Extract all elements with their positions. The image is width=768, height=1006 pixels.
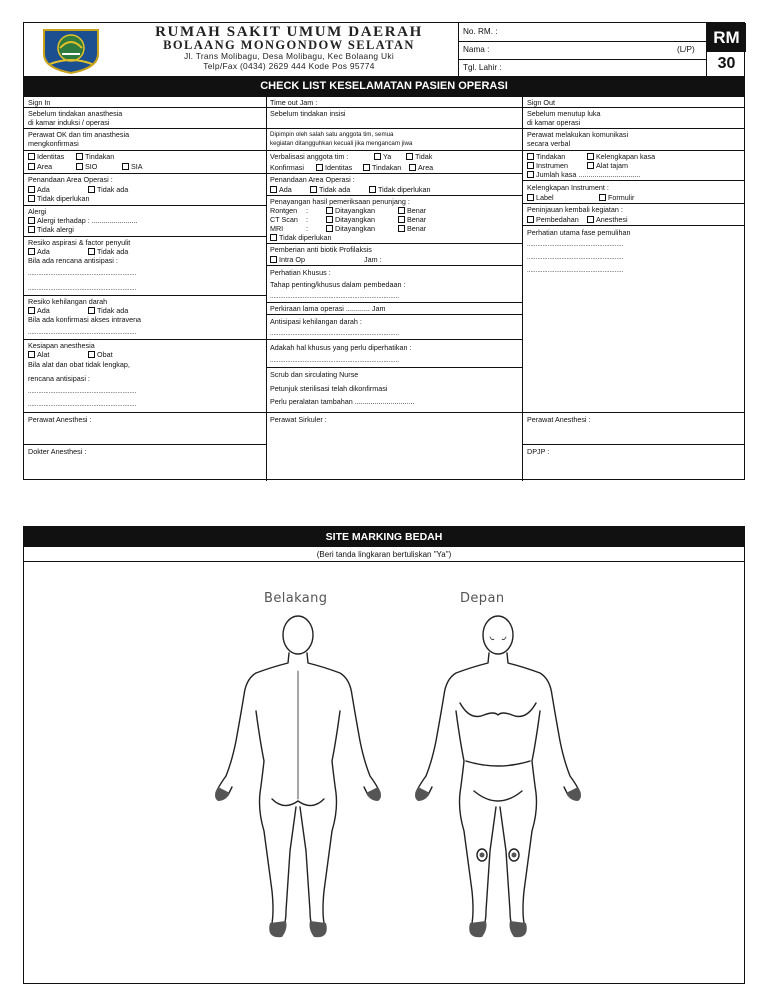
- no-rm-label: No. RM. :: [463, 27, 498, 36]
- checkbox-tindakan-2[interactable]: Tindakan: [363, 163, 401, 172]
- tahap-penting-label: Tahap penting/khusus dalam pembedaan :: [270, 280, 406, 289]
- fill-line[interactable]: ........................................................: [527, 267, 624, 274]
- fill-line[interactable]: ...............................................................: [28, 329, 137, 336]
- checkbox-intra-op[interactable]: Intra Op: [270, 255, 305, 264]
- checkbox-alat-tajam[interactable]: Alat tajam: [587, 161, 628, 170]
- checkbox-alat[interactable]: Alat: [28, 350, 49, 359]
- perawat-sirkuler-signature[interactable]: Perawat Sirkuler :: [270, 415, 327, 424]
- checkbox-identitas-2[interactable]: Identitas: [316, 163, 352, 172]
- checkbox-tidak-ada-4[interactable]: Tidak ada: [310, 185, 350, 194]
- adakah-hal-khusus-label: Adakah hal khusus yang perlu diperhatikan :: [270, 343, 412, 352]
- nama-label: Nama :: [463, 45, 490, 54]
- alergi-label: Alergi: [28, 207, 47, 216]
- checkbox-anesthesi[interactable]: Anesthesi: [587, 215, 628, 224]
- rm-code-box: [706, 23, 745, 76]
- separator: :: [306, 206, 308, 215]
- checkbox-tidak-ada-2[interactable]: Tidak ada: [88, 247, 128, 256]
- resiko-darah-label: Resiko kehilangan darah: [28, 297, 108, 306]
- checkbox-tidak-ada-3[interactable]: Tidak ada: [88, 306, 128, 315]
- checkbox-rontgen-benar[interactable]: Benar: [398, 206, 426, 215]
- checkbox-area[interactable]: Area: [28, 162, 52, 171]
- checkbox-ada[interactable]: Ada: [28, 185, 50, 194]
- checkbox-mri-ditayangkan[interactable]: Ditayangkan: [326, 224, 375, 233]
- fill-line[interactable]: ...........................................................................: [270, 357, 399, 364]
- fill-line[interactable]: ...............................................................: [28, 285, 137, 292]
- checkbox-tidak-ada[interactable]: Tidak ada: [88, 185, 128, 194]
- sign-in-step-2: Perawat OK dan tim anasthesia: [28, 130, 130, 139]
- time-out-header: Time out Jam :: [270, 98, 318, 107]
- perawat-anesthesi-signature[interactable]: Perawat Anesthesi :: [28, 415, 92, 424]
- hospital-address: Jl. Trans Molibagu, Desa Molibagu, Kec Bolaang Uki: [183, 51, 395, 61]
- fill-line[interactable]: ........................................................: [527, 241, 624, 248]
- checkbox-kelengkapan-kasa[interactable]: Kelengkapan kasa: [587, 152, 655, 161]
- time-out-step-2: Dipimpin oleh salah satu anggota tim, semua: [270, 131, 394, 138]
- dokter-anesthesi-signature[interactable]: Dokter Anesthesi :: [28, 447, 87, 456]
- tgl-lahir-label: Tgl. Lahir :: [463, 63, 502, 72]
- hospital-name-line-2: BOLAANG MONGONDOW SELATAN: [163, 38, 415, 52]
- time-out-step-1: Sebelum tindakan insisi: [270, 109, 346, 118]
- checkbox-instrumen[interactable]: Instrumen: [527, 161, 568, 170]
- verbalisasi-label: Verbalisasi anggota tim :: [270, 152, 349, 161]
- gender-label: (L/P): [677, 45, 695, 54]
- label-depan: Depan: [460, 591, 505, 606]
- resiko-aspirasi-label: Resiko aspirasi & factor penyulit: [28, 238, 131, 247]
- site-marking-section: [23, 526, 745, 984]
- antisipasi-darah-label: Antisipasi kehilangan darah :: [270, 317, 362, 326]
- site-marking-title: SITE MARKING BEDAH: [24, 527, 744, 547]
- mri-label: MRI: [270, 224, 284, 233]
- sign-out-step-2: Perawat melakukan komunikasi: [527, 130, 629, 139]
- petunjuk-sterilisasi-label: Petunjuk sterilisasi telah dikonfirmasi: [270, 384, 388, 393]
- fill-line[interactable]: ...............................................................: [28, 270, 137, 277]
- label-belakang: Belakang: [264, 591, 328, 606]
- checkbox-ada-4[interactable]: Ada: [270, 185, 292, 194]
- rm-badge: RM: [707, 23, 746, 52]
- hospital-phone: Telp/Fax (0434) 2629 444 Kode Pos 95774: [203, 61, 375, 71]
- antibiotik-label: Pemberian anti biotik Profilaksis: [270, 245, 372, 254]
- bila-alat-label: Bila alat dan obat tidak lengkap,: [28, 360, 130, 369]
- checkbox-tindakan-3[interactable]: Tindakan: [527, 152, 565, 161]
- penandaan-area-label: Penandaan Area Operasi :: [28, 175, 113, 184]
- checkbox-pembedahan[interactable]: Pembedahan: [527, 215, 579, 224]
- fill-line[interactable]: ...........................................................................: [270, 330, 399, 337]
- perhatian-utama-label: Perhatian utama fase pemulihan: [527, 228, 631, 237]
- ct-scan-label: CT Scan: [270, 215, 298, 224]
- sign-out-step-1: Sebelum menutup luka: [527, 109, 601, 118]
- checkbox-sio[interactable]: SIO: [76, 162, 97, 171]
- checkbox-mri-benar[interactable]: Benar: [398, 224, 426, 233]
- penayangan-label: Penayangan hasil pemeriksaan penunjang :: [270, 197, 410, 206]
- separator: :: [306, 215, 308, 224]
- konfirmasi-akses-label: Bila ada konfirmasi akses intravena: [28, 315, 142, 324]
- hospital-identity: [124, 25, 454, 71]
- checklist-form: [23, 22, 745, 480]
- hospital-name-line-1: RUMAH SAKIT UMUM DAERAH: [155, 24, 423, 40]
- checkbox-tidak-diperlukan-2[interactable]: Tidak diperlukan: [369, 185, 430, 194]
- checkbox-obat[interactable]: Obat: [88, 350, 113, 359]
- checkbox-ctscan-ditayangkan[interactable]: Ditayangkan: [326, 215, 375, 224]
- checkbox-identitas[interactable]: Identitas: [28, 152, 64, 161]
- checkbox-formulir[interactable]: Formulir: [599, 193, 634, 202]
- checkbox-ctscan-benar[interactable]: Benar: [398, 215, 426, 224]
- penandaan-area-2-label: Penandaan Area Operasi :: [270, 175, 355, 184]
- sign-out-header: Sign Out: [527, 98, 555, 107]
- time-out-step-2b: kegiatan ditangguhkan kecuali jika mengancam jiwa: [270, 140, 413, 147]
- jam-label: Jam :: [364, 255, 382, 264]
- sign-out-step-2b: secara verbal: [527, 139, 571, 148]
- checkbox-jumlah-kasa[interactable]: Jumlah kasa ...............................: [527, 170, 640, 179]
- sign-in-header: Sign In: [28, 98, 51, 107]
- peninjauan-label: Peninjauan kembali kegiatan :: [527, 205, 623, 214]
- fill-line[interactable]: ........................................................: [527, 254, 624, 261]
- rontgen-label: Rontgen: [270, 206, 298, 215]
- checkbox-tidak-diperlukan[interactable]: Tidak diperlukan: [28, 194, 89, 203]
- rencana-antisipasi-2-label: rencana antisipasi :: [28, 374, 90, 383]
- fill-line[interactable]: ...........................................................................: [270, 293, 399, 300]
- checkbox-sia[interactable]: SIA: [122, 162, 143, 171]
- body-front-diagram[interactable]: [404, 611, 594, 963]
- hospital-logo-icon: [38, 26, 104, 74]
- perhatian-khusus-label: Perhatian Khusus :: [270, 268, 331, 277]
- scrub-nurse-label: Scrub dan sirculating Nurse: [270, 370, 359, 379]
- separator: :: [306, 224, 308, 233]
- kesiapan-label: Kesiapan anesthesia: [28, 341, 95, 350]
- checkbox-label[interactable]: Label: [527, 193, 554, 202]
- sign-in-step-1: Sebelum tindakan anasthesia: [28, 109, 123, 118]
- checkbox-tidak[interactable]: Tidak: [406, 152, 432, 161]
- checkbox-tidak-alergi[interactable]: Tidak alergi: [28, 225, 74, 234]
- rm-number: 30: [717, 55, 736, 72]
- sign-in-step-1b: di kamar induksi / operasi: [28, 118, 110, 127]
- sign-out-step-1b: di kamar operasi: [527, 118, 581, 127]
- body-back-diagram[interactable]: [202, 611, 392, 963]
- checkbox-ada-2[interactable]: Ada: [28, 247, 50, 256]
- checklist-title: CHECK LIST KESELAMATAN PASIEN OPERASI: [24, 76, 744, 97]
- patient-info-box: [458, 23, 706, 76]
- sign-in-step-2b: mengkonfirmasi: [28, 139, 79, 148]
- kelengkapan-instrument-label: Kelengkapan Instrument :: [527, 183, 609, 192]
- perkiraan-lama-operasi: Perkiraan lama operasi ............ Jam: [270, 304, 386, 313]
- rencana-antisipasi-label: Bila ada rencana antisipasi :: [28, 256, 118, 265]
- checkbox-alergi-terhadap[interactable]: Alergi terhadap : .......................: [28, 216, 138, 225]
- checkbox-ada-3[interactable]: Ada: [28, 306, 50, 315]
- perlu-peralatan-label: Perlu peralatan tambahan ..............................: [270, 397, 415, 406]
- checkbox-rontgen-ditayangkan[interactable]: Ditayangkan: [326, 206, 375, 215]
- checkbox-ya[interactable]: Ya: [374, 152, 391, 161]
- checkbox-area-2[interactable]: Area: [409, 163, 433, 172]
- site-marking-instruction: (Beri tanda lingkaran bertuliskan "Ya"): [24, 547, 744, 562]
- checkbox-tindakan[interactable]: Tindakan: [76, 152, 114, 161]
- fill-line[interactable]: ...............................................................: [28, 401, 137, 408]
- konfirmasi-label: Konfirmasi: [270, 163, 304, 172]
- checkbox-tidak-diperlukan-3[interactable]: Tidak diperlukan: [270, 233, 331, 242]
- fill-line[interactable]: ...............................................................: [28, 388, 137, 395]
- dpjp-signature[interactable]: DPJP :: [527, 447, 550, 456]
- perawat-anesthesi-2-signature[interactable]: Perawat Anesthesi :: [527, 415, 591, 424]
